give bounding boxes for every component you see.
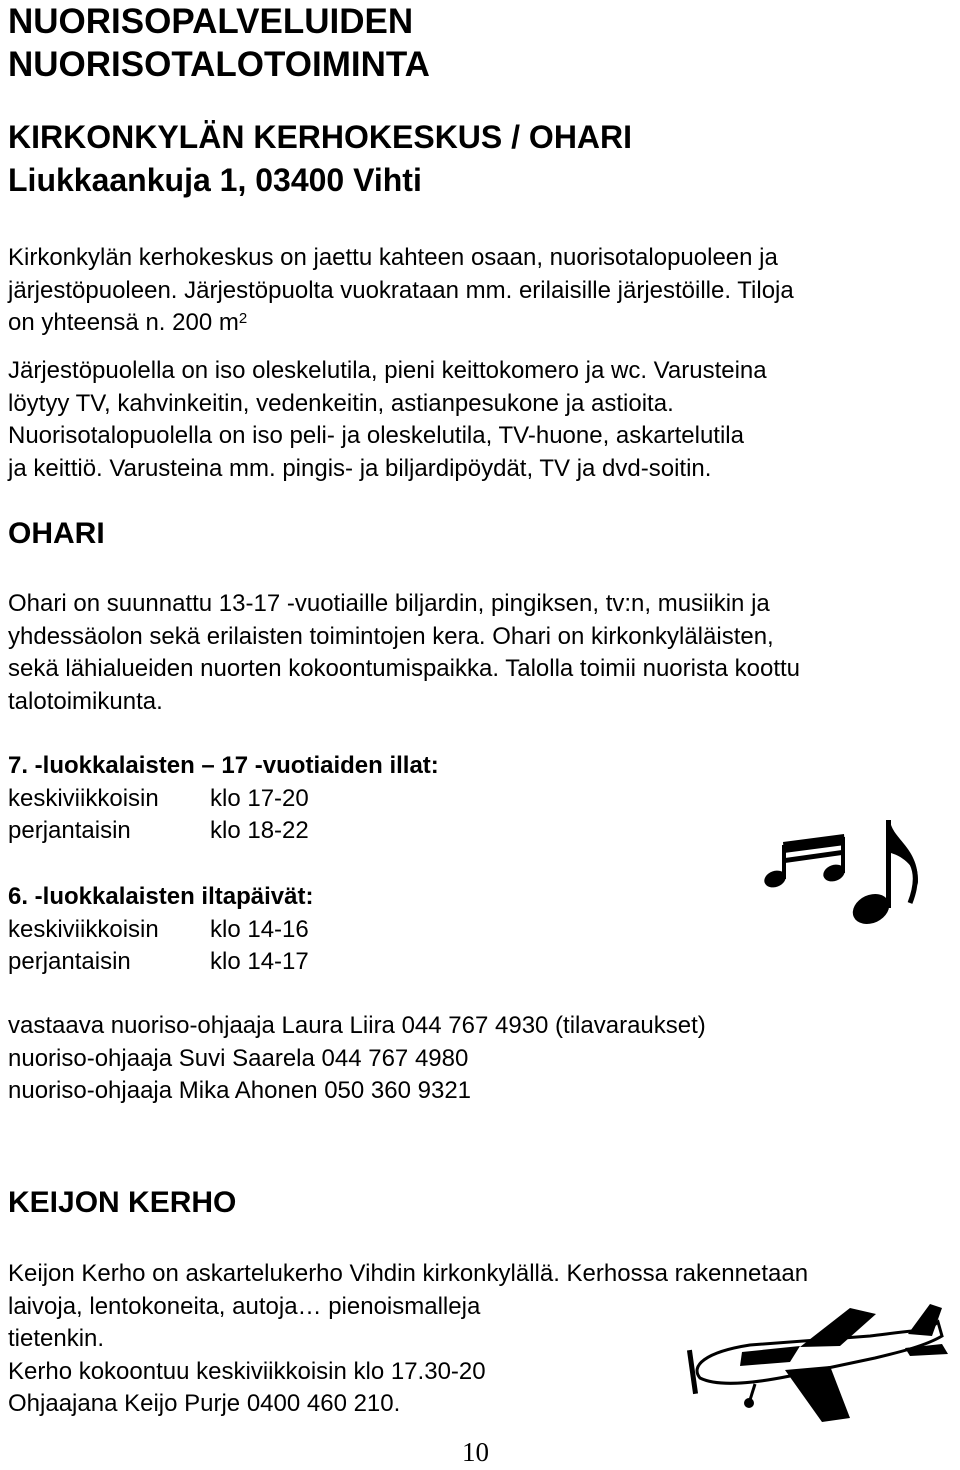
schedule-row <box>8 946 313 979</box>
ohari-heading: OHARI <box>8 517 105 550</box>
keijon-line: Keijon Kerho on askartelukerho Vihdin kirkonkylällä. Kerhossa rakennetaan <box>8 1260 809 1287</box>
schedule-time: klo 14-16 <box>210 915 309 943</box>
main-title-line-1: NUORISOPALVELUIDEN <box>8 2 414 41</box>
stem-3 <box>886 820 891 908</box>
schedule-day: keskiviikkoisin <box>8 915 159 943</box>
schedule-time: klo 17-20 <box>210 784 309 812</box>
keijon-line: Ohjaajana Keijo Purje 0400 460 210. <box>8 1390 401 1417</box>
facilities-line: Nuorisotalopuolella on iso peli- ja oleskelutila, TV-huone, askartelutila <box>8 422 744 449</box>
contact-line: vastaava nuoriso-ohjaaja Laura Liira 044 767 4930 (tilavaraukset) <box>8 1012 706 1039</box>
location-title: KIRKONKYLÄN KERHOKESKUS / OHARI <box>8 119 633 155</box>
ohari-line: Ohari on suunnattu 13-17 -vuotiaille biljardin, pingiksen, tv:n, musiikin ja <box>8 590 770 617</box>
intro-paragraph <box>8 242 794 340</box>
main-title-line-2: NUORISOTALOTOIMINTA <box>8 45 430 84</box>
page-number: 10 <box>462 1437 489 1467</box>
area-unit-superscript: 2 <box>238 310 248 327</box>
schedule-row <box>8 783 439 816</box>
schedule-younger-heading: 6. -luokkalaisten iltapäivät: <box>8 883 314 910</box>
schedule-younger <box>8 881 313 979</box>
schedule-day: perjantaisin <box>8 817 131 844</box>
keijon-line: laivoja, lentokoneita, autoja… pienoismalleja <box>8 1292 481 1320</box>
schedule-older-heading: 7. -luokkalaisten – 17 -vuotiaiden illat: <box>8 752 439 779</box>
schedule-row <box>8 815 439 848</box>
music-notes-icon <box>760 815 940 935</box>
keijon-line: tietenkin. <box>8 1325 105 1352</box>
location-block <box>8 116 632 202</box>
beam-1 <box>783 834 845 853</box>
schedule-day: perjantaisin <box>8 948 131 975</box>
schedule-day: keskiviikkoisin <box>8 784 159 812</box>
ohari-line: yhdessäolon sekä erilaisten toimintojen kera. Ohari on kirkonkyläläisten, <box>8 622 774 650</box>
wheel <box>744 1398 754 1408</box>
schedule-time: klo 18-22 <box>210 817 309 844</box>
wing-lower <box>785 1366 850 1422</box>
facilities-line: Järjestöpuolella on iso oleskelutila, pieni keittokomero ja wc. Varusteina <box>8 357 767 384</box>
contacts-block <box>8 1010 706 1108</box>
landing-gear <box>750 1384 755 1400</box>
keijon-line: Kerho kokoontuu keskiviikkoisin klo 17.30-20 <box>8 1357 486 1385</box>
intro-area-line <box>8 307 794 340</box>
schedule-time: klo 14-17 <box>210 948 309 975</box>
keijon-kerho-heading: KEIJON KERHO <box>8 1186 237 1219</box>
intro-line: järjestöpuoleen. Järjestöpuolta vuokrataan mm. erilaisille järjestöille. Tiloja <box>8 276 794 304</box>
beam-2 <box>785 850 842 863</box>
schedule-row <box>8 914 313 947</box>
main-title <box>8 0 430 86</box>
airplane-icon <box>680 1300 950 1435</box>
ohari-line: talotoimikunta. <box>8 687 163 715</box>
contact-line: nuoriso-ohjaaja Suvi Saarela 044 767 4980 <box>8 1044 469 1072</box>
facilities-line: löytyy TV, kahvinkeitin, vedenkeitin, astianpesukone ja astioita. <box>8 389 674 417</box>
facilities-paragraph <box>8 355 767 485</box>
intro-area-text: on yhteensä n. 200 m <box>8 309 239 336</box>
facilities-line: ja keittiö. Varusteina mm. pingis- ja biljardipöydät, TV ja dvd-soitin. <box>8 454 712 482</box>
contact-line: nuoriso-ohjaaja Mika Ahonen 050 360 9321 <box>8 1077 472 1104</box>
ohari-paragraph <box>8 588 800 718</box>
ohari-line: sekä lähialueiden nuorten kokoontumispaikka. Talolla toimii nuorista koottu <box>8 655 801 682</box>
schedule-older <box>8 750 439 848</box>
location-address: Liukkaankuja 1, 03400 Vihti <box>8 162 422 198</box>
intro-line: Kirkonkylän kerhokeskus on jaettu kahteen osaan, nuorisotalopuoleen ja <box>8 244 778 271</box>
